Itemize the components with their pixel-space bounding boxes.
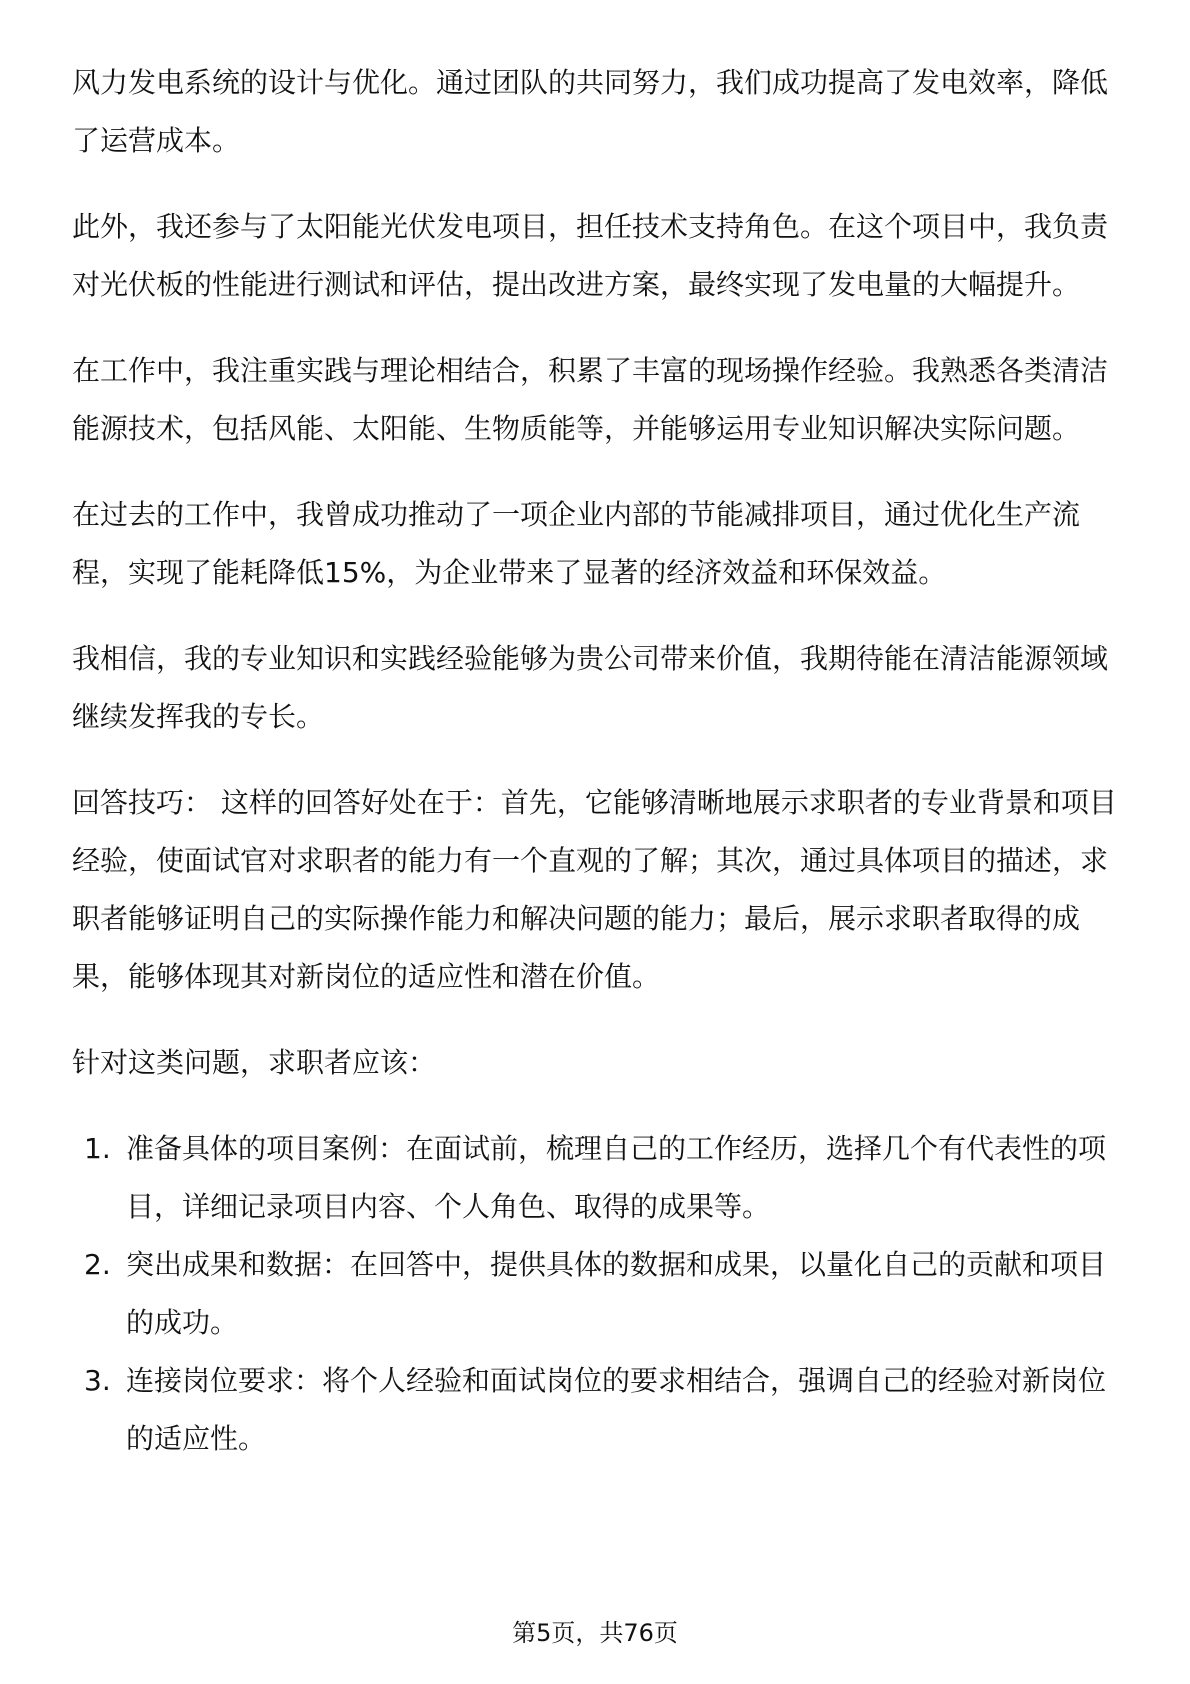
- paragraph: 回答技巧： 这样的回答好处在于：首先，它能够清晰地展示求职者的专业背景和项目经验，使面试官对求职者的能力有一个直观的了解；其次，通过具体项目的描述，求职者能够证明自己的实际操作能力和解决问题的能力；最后，展示求职者取得的成果，能够体现其对新岗位的适应性和潜在价值。: [72, 786, 1117, 993]
- list-item-number: 2.: [84, 1248, 111, 1281]
- paragraph: 针对这类问题，求职者应该：: [72, 1046, 437, 1079]
- paragraph: 在过去的工作中，我曾成功推动了一项企业内部的节能减排项目，通过优化生产流程，实现了能耗降低15%，为企业带来了显著的经济效益和环保效益。: [72, 498, 1081, 589]
- list-item-text: 连接岗位要求：将个人经验和面试岗位的要求相结合，强调自己的经验对新岗位的适应性。: [126, 1364, 1107, 1455]
- page-footer: 第5页，共76页: [512, 1619, 678, 1647]
- list-item: [72, 1236, 1132, 1352]
- list-item-number: 3.: [84, 1364, 111, 1397]
- paragraph: 在工作中，我注重实践与理论相结合，积累了丰富的现场操作经验。我熟悉各类清洁能源技术，包括风能、太阳能、生物质能等，并能够运用专业知识解决实际问题。: [72, 354, 1109, 445]
- list-item-number: 1.: [84, 1132, 111, 1165]
- paragraph: 我相信，我的专业知识和实践经验能够为贵公司带来价值，我期待能在清洁能源领域继续发挥我的专长。: [72, 642, 1109, 733]
- list-item-text: 突出成果和数据：在回答中，提供具体的数据和成果，以量化自己的贡献和项目的成功。: [126, 1248, 1107, 1339]
- list-item-text: 准备具体的项目案例：在面试前，梳理自己的工作经历，选择几个有代表性的项目，详细记录项目内容、个人角色、取得的成果等。: [126, 1132, 1107, 1223]
- document-body: [72, 54, 1132, 1468]
- paragraph: 此外，我还参与了太阳能光伏发电项目，担任技术支持角色。在这个项目中，我负责对光伏板的性能进行测试和评估，提出改进方案，最终实现了发电量的大幅提升。: [72, 210, 1109, 301]
- list-item: [72, 1352, 1132, 1468]
- list-item: [72, 1120, 1132, 1236]
- paragraph: 风力发电系统的设计与优化。通过团队的共同努力，我们成功提高了发电效率，降低了运营成本。: [72, 66, 1109, 157]
- numbered-list: [72, 1120, 1132, 1468]
